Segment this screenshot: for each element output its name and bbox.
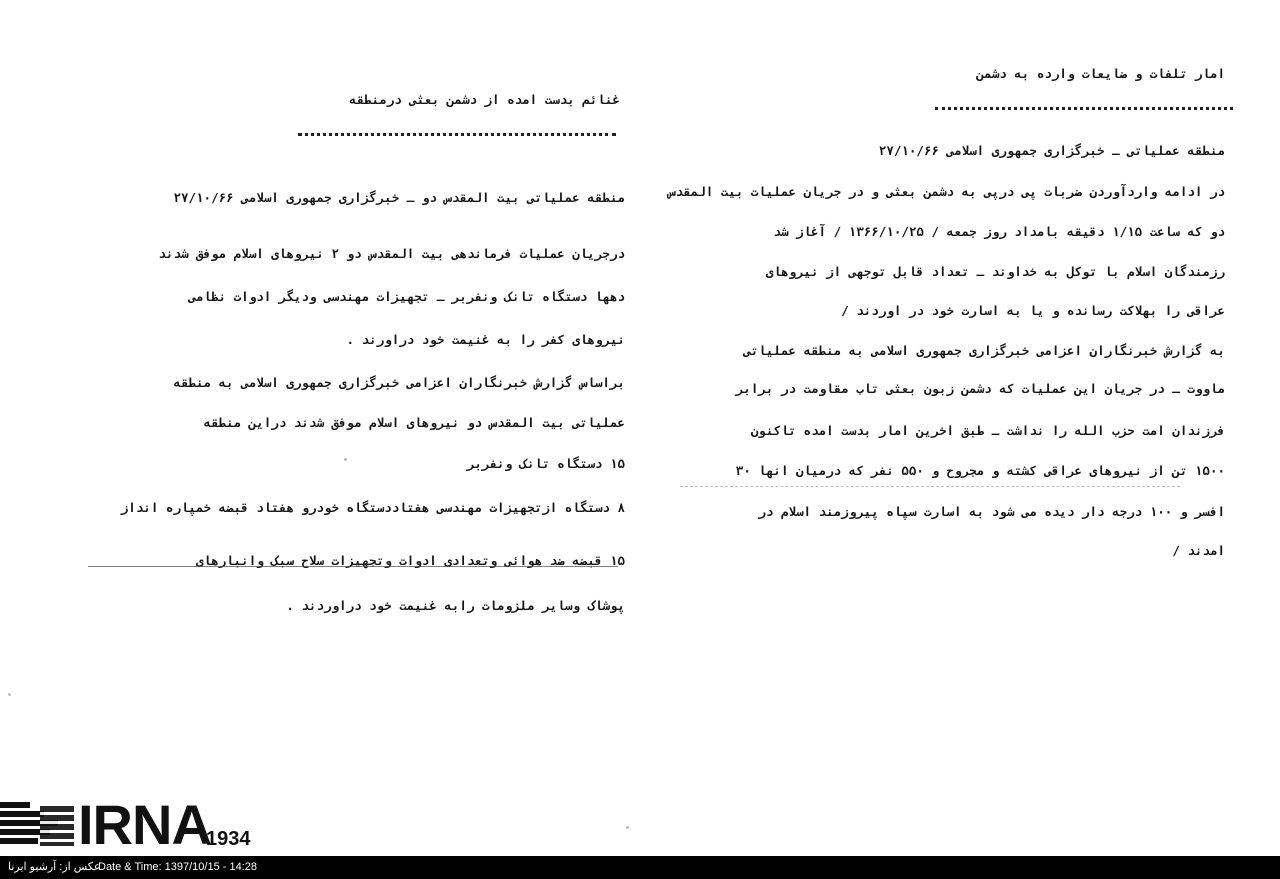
left-line: ۱۵ دستگاه تانک ونفربر xyxy=(466,456,625,471)
left-line: منطقه عملیاتی بیت المقدس دو ـ خبرگزاری جمهوری اسلامی ۲۷/۱۰/۶۶ xyxy=(173,190,625,205)
left-line: درجریان عملیات فرماندهی بیت المقدس دو ۲ نیروهای اسلام موفق شدند xyxy=(158,246,625,261)
date-time-stamp: Date & Time: 1397/10/15 - 14:28 xyxy=(98,861,257,873)
left-line: عملیاتی بیت المقدس دو نیروهای اسلام موفق شدند دراین منطقه xyxy=(203,415,625,430)
footer-bar xyxy=(0,856,1280,879)
right-line: امدند / xyxy=(1172,543,1225,558)
scan-speck xyxy=(8,693,11,696)
scan-speck xyxy=(344,458,347,461)
right-line: ماووت ـ در جریان این عملیات که دشمن زبون بعثی تاب مقاومت در برابر xyxy=(735,381,1225,396)
strikethrough-mark xyxy=(88,566,618,567)
right-heading-divider xyxy=(935,107,1233,116)
left-heading-divider xyxy=(298,133,616,142)
right-line: در ادامه واردآوردن ضربات پی درپی به دشمن بعثی و در جریان عملیات بیت المقدس xyxy=(668,184,1225,199)
left-line: نیروهای کفر را به غنیمت خود دراورند . xyxy=(346,332,625,347)
right-line: منطقه عملیاتی ـ خبرگزاری جمهوری اسلامی ۲۷/۱۰/۶۶ xyxy=(878,143,1225,158)
right-line: ۱۵۰۰ تن از نیروهای عراقی کشته و مجروح و ۵۵۰ نفر که درمیان انها ۳۰ xyxy=(735,463,1225,478)
right-column-heading: امار تلفات و ضایعات وارده به دشمن xyxy=(976,66,1225,81)
scan-speck xyxy=(626,826,629,829)
left-line: براساس گزارش خبرنگاران اعزامی خبرگزاری جمهوری اسلامی به منطقه xyxy=(173,375,625,390)
irna-logo-mark xyxy=(40,806,74,846)
left-line: دهها دستگاه تانک ونفربر ـ تجهیزات مهندسی ودیگر ادوات نظامی xyxy=(188,289,625,304)
scan-artifact xyxy=(680,486,1180,487)
right-line: رزمندگان اسلام با توکل به خداوند ـ تعداد قابل توجهی از نیروهای xyxy=(765,264,1225,279)
left-line: پوشاک وسایر ملزومات رابه غنیمت خود دراوردند . xyxy=(286,598,625,613)
irna-logo-year: 1934 xyxy=(206,828,251,850)
right-line: عراقی را بهلاکت رسانده و یا به اسارت خود در اوردند / xyxy=(841,303,1225,318)
right-line: به گزارش خبرنگاران اعزامی خبرگزاری جمهوری اسلامی به منطقه عملیاتی xyxy=(743,343,1225,358)
right-line: افسر و ۱۰۰ درجه دار دیده می شود به اسارت سپاه پیروزمند اسلام در xyxy=(758,504,1225,519)
right-line: دو که ساعت ۱/۱۵ دقیقه بامداد روز جمعه / ۱۳۶۶/۱۰/۲۵ / آغاز شد xyxy=(773,224,1225,239)
left-line: ۸ دستگاه ازتجهیزات مهندسی هفتاددستگاه خودرو هفتاد قبضه خمپاره انداز xyxy=(120,500,625,515)
irna-logo xyxy=(0,793,270,856)
right-line: فرزندان امت حزب الله را نداشت ـ طبق اخرین امار بدست امده تاکنون xyxy=(750,423,1225,438)
left-column-heading: غنائم بدست امده از دشمن بعثی درمنطقه xyxy=(349,92,620,107)
photo-credit: عکس از: آرشیو ایرنا xyxy=(8,861,101,873)
irna-logo-text: IRNA xyxy=(78,793,211,856)
left-line: ۱۵ قبضه ضد هوائی وتعدادی ادوات وتجهیزات سلاح سبک وانبارهای xyxy=(196,553,625,568)
